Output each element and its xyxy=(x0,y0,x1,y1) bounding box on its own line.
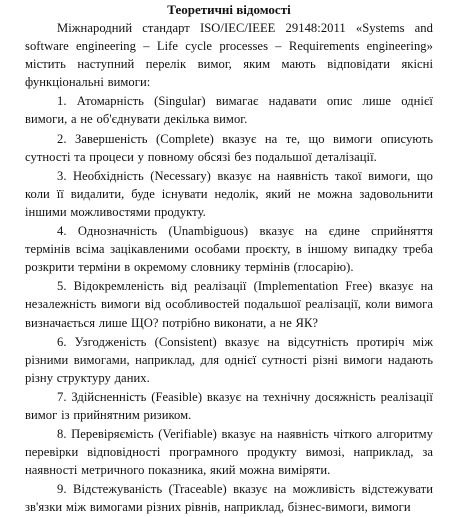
requirement-traceable-paragraph: 9. Відстежуваність (Traceable) вказує на можливість відстежувати зв'язки між вимогами різних рівнів, наприклад, бізнес-вимоги, вимоги xyxy=(25,482,433,515)
requirement-complete-paragraph: 2. Завершеність (Complete) вказує на те, що вимоги описують сутності та процеси у повному обсязі без подальшої деталізації. xyxy=(25,131,433,164)
document-title: Теоретичні відомості xyxy=(167,2,291,17)
requirement-necessary-paragraph: 3. Необхідність (Necessary) вказує на наявність такої вимоги, що коли її видалити, буде існувати недолік, який не можна задовольнити іншими можливостями продукту. xyxy=(25,168,433,219)
requirement-singular-paragraph: 1. Атомарність (Singular) вимагає надавати опис лише однієї вимоги, а не об'єднувати декілька вимог. xyxy=(25,94,433,127)
requirement-verifiable-paragraph: 8. Перевіряємість (Verifiable) вказує на наявність чіткого алгоритму перевірки відповідності програмного продукту вимозі, наприклад, за наявності метричного показника, який можна виміряти. xyxy=(25,427,433,478)
document-page xyxy=(25,0,433,517)
requirement-unambiguous-paragraph: 4. Однозначність (Unambiguous) вказує на єдине сприйняття термінів всіма зацікавленими особами проєкту, в іншому випадку треба розкрити терміни в окремому словнику термінів (глосарію). xyxy=(25,224,433,275)
intro-paragraph: Міжнародний стандарт ISO/IEC/IEEE 29148:2011 «Systems and software engineering – Life cycle processes – Requirements engineering» містить наступний перелік вимог, яким мають відповідати якісні функціональні вимоги: xyxy=(25,21,433,90)
requirement-implementation-free-paragraph: 5. Відокремленість від реалізації (Implementation Free) вказує на незалежність вимоги від особливостей подальшої реалізації, коли вимога визначається лише ЩО? потрібно виконати, а не ЯК? xyxy=(25,279,433,330)
requirement-feasible-paragraph: 7. Здійсненність (Feasible) вказує на технічну досяжність реалізації вимог із прийнятним ризиком. xyxy=(25,389,433,422)
requirement-consistent-paragraph: 6. Узгодженість (Consistent) вказує на відсутність протиріч між різними вимогами, наприклад, для однієї сутності різні вимоги надають різну структуру даних. xyxy=(25,334,433,385)
